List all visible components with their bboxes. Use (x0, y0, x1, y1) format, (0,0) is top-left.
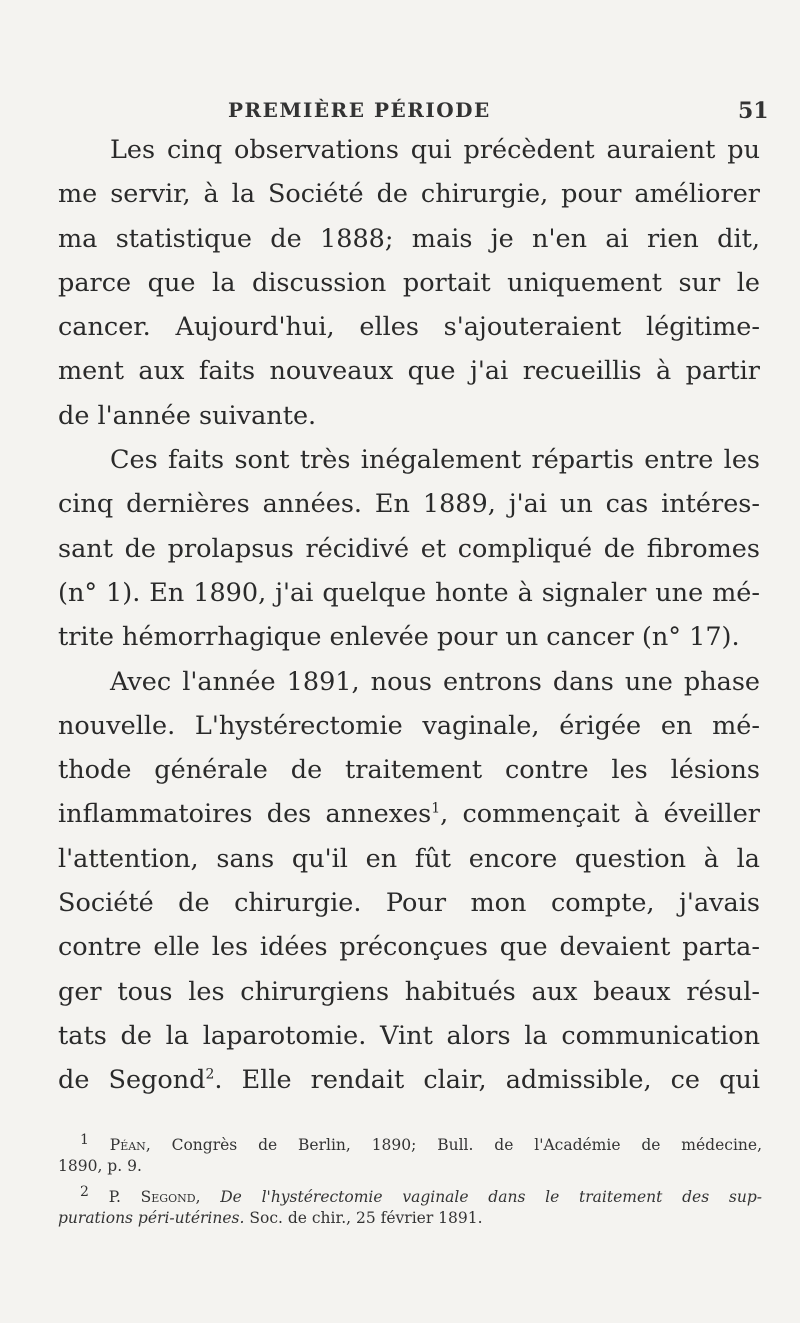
text-line: ment aux faits nouveaux que j'ai recueillis à partir (58, 356, 760, 387)
text-line: (n° 1). En 1890, j'ai quelque honte à signaler une mé- (58, 577, 760, 608)
text-line: contre elle les idées préconçues que devaient parta- (58, 932, 760, 963)
running-head-title: PREMIÈRE PÉRIODE (228, 98, 491, 122)
footnote-title: purations péri-utérines. (58, 1209, 245, 1227)
text-line: Ces faits sont très inégalement répartis entre les (110, 445, 760, 476)
text-line (58, 792, 760, 836)
footnote-author: P. Segond (108, 1188, 196, 1206)
text-line: Les cinq observations qui précèdent auraient pu (110, 135, 760, 165)
footnote-title: De l'hystérectomie vaginale dans le traitement des sup- (220, 1188, 763, 1206)
text-line: thode générale de traitement contre les lésions (58, 755, 760, 786)
footnote-ref-2[interactable]: 2 (205, 1066, 215, 1083)
text-line: parce que la discussion portait uniquement sur le (58, 267, 760, 298)
text-segment: inflammatoires des annexes (58, 799, 432, 830)
text-line: Société de chirurgie. Pour mon compte, j'avais (58, 888, 760, 919)
footnote-text: Soc. de chir., 25 février 1891. (244, 1209, 483, 1227)
footnote-gap (58, 1177, 762, 1187)
footnote-separator: , (195, 1188, 221, 1206)
text-line (58, 1058, 760, 1102)
text-line: trite hémorrhagique enlevée pour un cancer (n° 17). (58, 622, 740, 653)
text-line: l'attention, sans qu'il en fût encore question à la (58, 843, 760, 874)
text-line: tats de la laparotomie. Vint alors la communication (58, 1020, 760, 1051)
body-text (58, 128, 760, 1103)
footnote-2 (58, 1183, 763, 1208)
footnotes (58, 1131, 763, 1229)
text-line: ger tous les chirurgiens habitués aux beaux résul- (58, 976, 760, 1007)
footnote-author: Péan (109, 1136, 146, 1154)
footnote-1 (58, 1131, 762, 1156)
text-line: ma statistique de 1888; mais je n'en ai rien dit, (58, 223, 760, 254)
footnote-mark: 1 (80, 1131, 89, 1148)
text-segment: de Segond (58, 1065, 206, 1096)
text-segment: . (214, 1065, 223, 1096)
footnote-mark: 2 (80, 1183, 89, 1200)
footnote-text: , Congrès de Berlin, 1890; Bull. de l'Académie de médecine, (145, 1136, 762, 1154)
text-segment: , commençait à éveiller (440, 799, 760, 830)
footnote-2-cont (58, 1208, 762, 1229)
running-head (0, 98, 800, 128)
text-line: cinq dernières années. En 1889, j'ai un cas intéres- (58, 489, 760, 520)
text-line: sant de prolapsus récidivé et compliqué de fibromes (58, 533, 760, 564)
footnote-1-cont: 1890, p. 9. (58, 1157, 142, 1175)
page-number: 51 (738, 98, 769, 124)
footnote-ref-1[interactable]: 1 (431, 800, 441, 817)
text-line: de l'année suivante. (58, 400, 317, 431)
text-line: Avec l'année 1891, nous entrons dans une phase (110, 666, 760, 697)
text-line: nouvelle. L'hystérectomie vaginale, érigée en mé- (58, 710, 760, 741)
text-line: me servir, à la Société de chirurgie, pour améliorer (58, 179, 760, 210)
text-line: cancer. Aujourd'hui, elles s'ajouteraient légitime- (58, 312, 760, 343)
text-segment: Elle rendait clair, admissible, ce qui (241, 1065, 760, 1096)
